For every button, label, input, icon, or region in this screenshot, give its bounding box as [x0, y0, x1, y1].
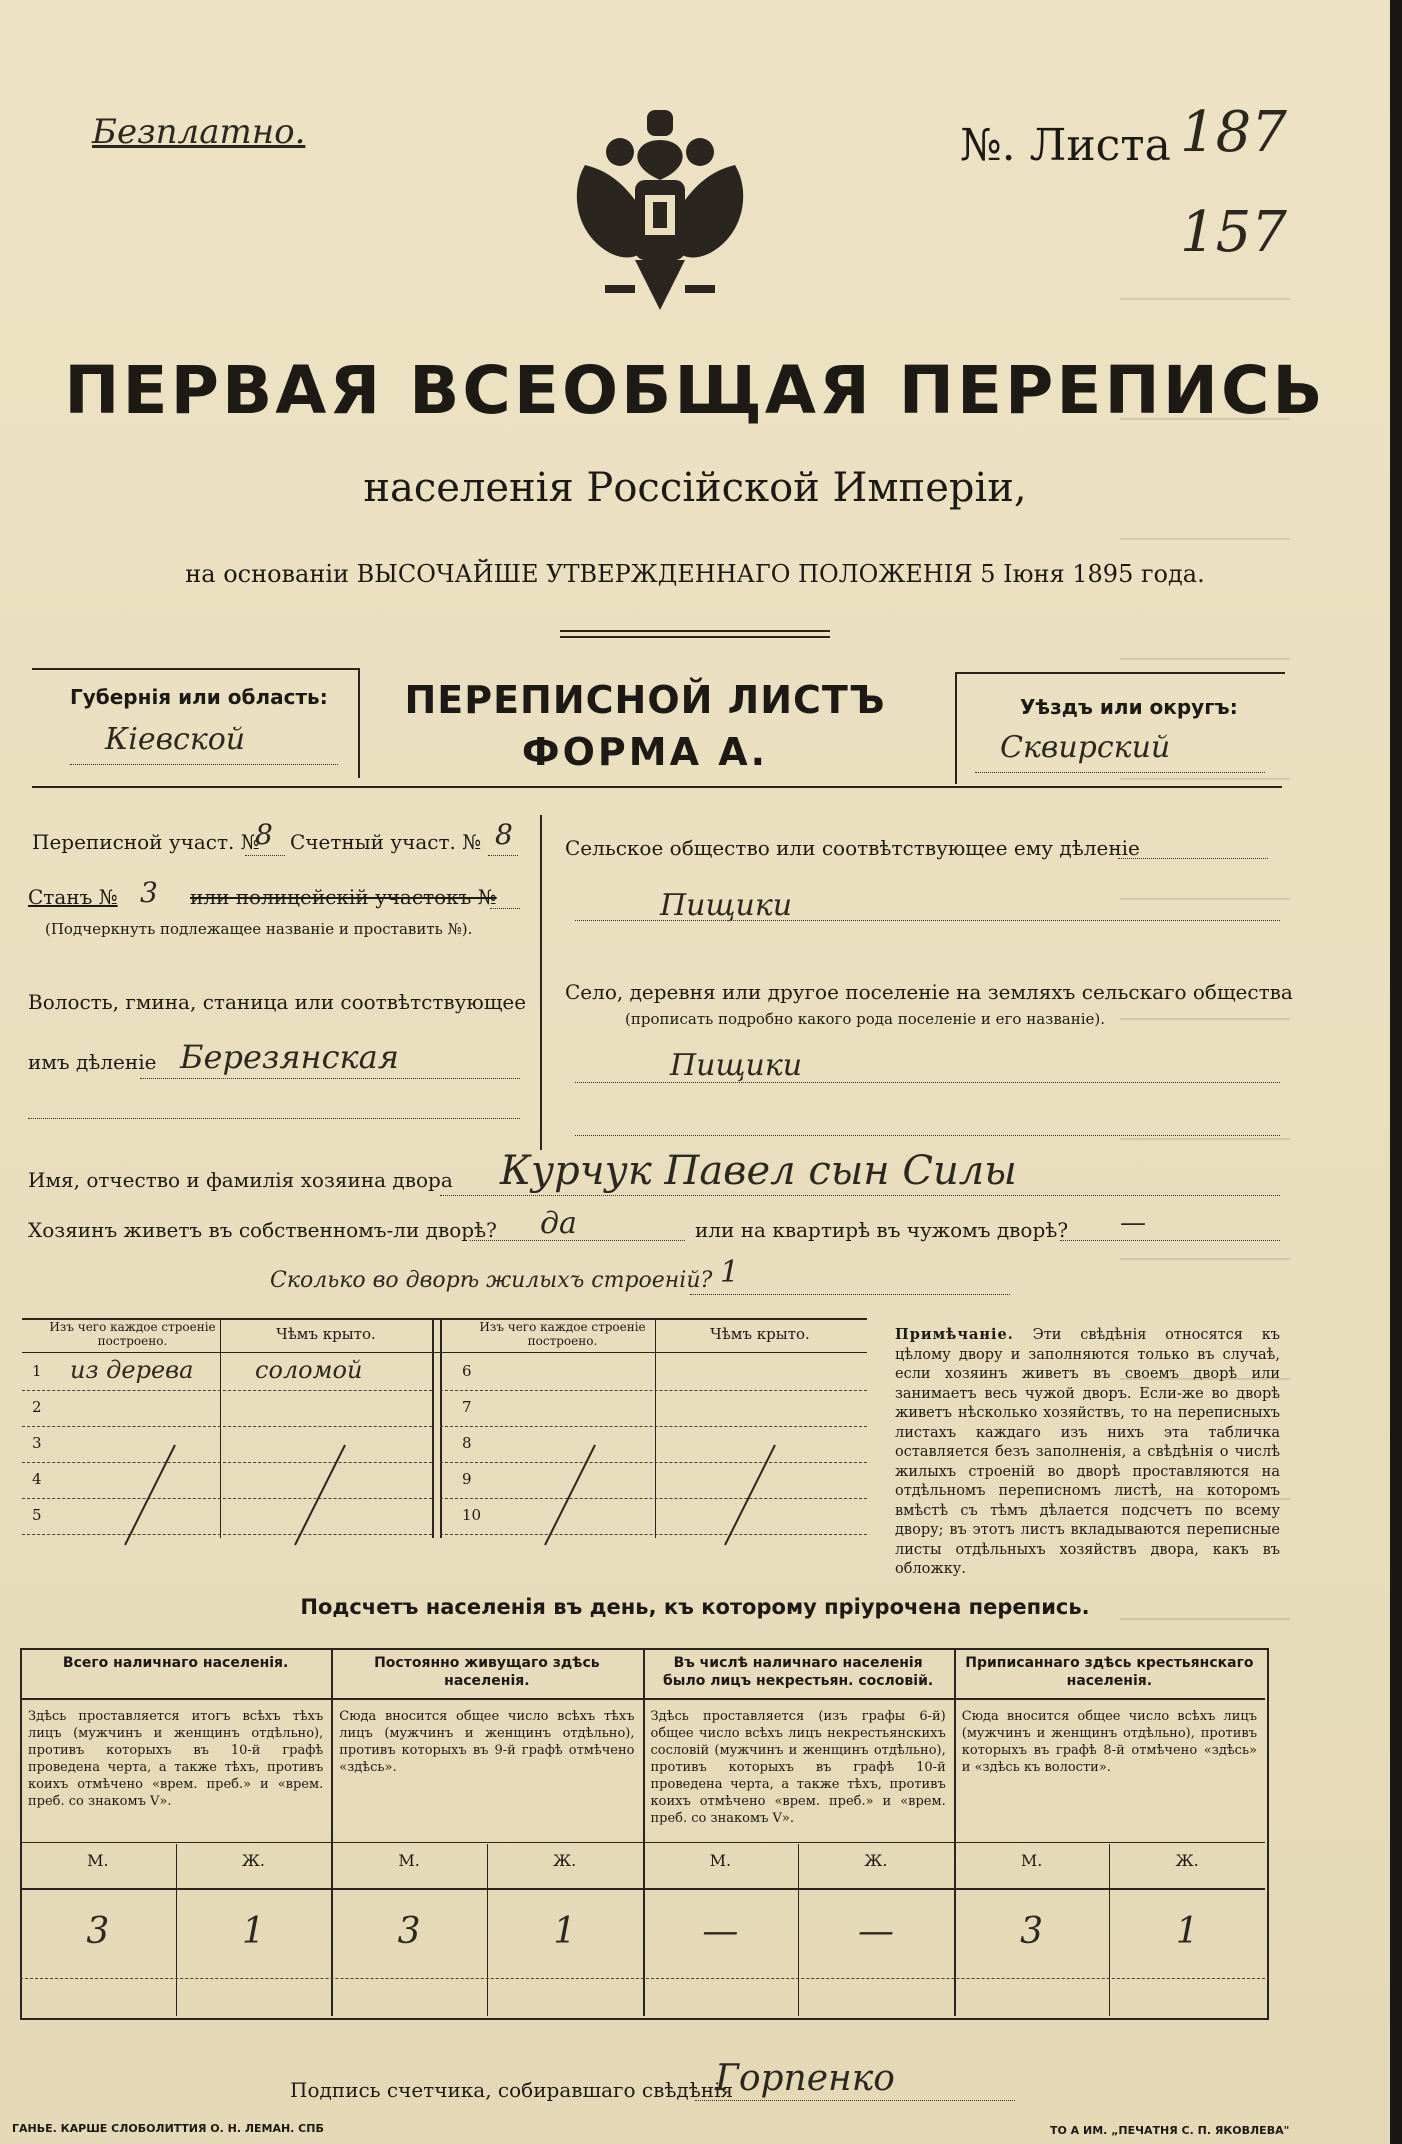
own-yard-line: [470, 1240, 685, 1241]
bt-col1: [220, 1318, 221, 1538]
owner-name-label: Имя, отчество и фамилія хозяина двора: [28, 1168, 453, 1192]
double-headed-eagle-icon: [565, 110, 755, 325]
pop-mf-divider: [1109, 1844, 1110, 2016]
building-row-line: [22, 1390, 432, 1391]
buildings-table-mid-2: [440, 1318, 442, 1538]
form-subtitle: ФОРМА А.: [521, 730, 769, 774]
apartment-value: —: [1120, 1208, 1146, 1238]
province-line: [70, 764, 338, 765]
pop-male-value: —: [702, 1911, 739, 1952]
society-value: Пищики: [660, 888, 793, 923]
village-label: Село, деревня или другое поселеніе на земляхъ сельскаго общества: [565, 980, 1293, 1004]
pop-col-title: Въ числѣ наличнаго населенія было лицъ некрестьян. сословій.: [663, 1655, 934, 1689]
building-row-line: [22, 1534, 432, 1535]
stan-label: Станъ №: [28, 885, 118, 909]
pop-col-title: Приписаннаго здѣсь крестьянскаго населенія.: [965, 1655, 1254, 1689]
pop-col-description: Здѣсь проставляется итогъ всѣхъ тѣхъ лицъ (мужчинъ и женщинъ отдѣльно), противъ которыхъ въ 10-й графѣ проведена черта, а также тѣхъ, противъ коихъ отмѣчено «врем. преб.» и «врем. преб. со знакомъ V».: [28, 1709, 324, 1809]
printer-imprint-right: ТО А ИМ. „ПЕЧАТНЯ С. П. ЯКОВЛЕВА": [1050, 2124, 1290, 2137]
form-title: ПЕРЕПИСНОЙ ЛИСТЪ: [404, 678, 886, 722]
empty-cell-slash: [720, 1440, 780, 1550]
bt-col-roof-2: Чѣмъ крыто.: [710, 1325, 810, 1343]
building-row-number: 7: [462, 1398, 472, 1416]
empty-cell-slash: [120, 1440, 180, 1550]
pop-female-label: Ж.: [241, 1851, 265, 1870]
pop-male-value: 3: [397, 1911, 421, 1952]
pop-female-label: Ж.: [864, 1851, 888, 1870]
society-line: [1118, 858, 1268, 859]
bt-col2: [655, 1318, 656, 1538]
pop-female-value: 1: [1175, 1911, 1199, 1952]
field-divider: [540, 815, 542, 1150]
building-row-line: [22, 1426, 432, 1427]
count-area-value: 8: [495, 818, 513, 851]
subtitle: населенія Россійской Имперіи,: [363, 465, 1027, 511]
census-area-line: [245, 855, 285, 856]
signature-label: Подпись счетчика, собиравшаго свѣдѣнія: [290, 2078, 734, 2102]
building-row-number: 8: [462, 1434, 472, 1452]
building-row-line: [440, 1426, 867, 1427]
building-material: из дерева: [70, 1356, 194, 1384]
pop-col-title: Постоянно живущаго здѣсь населенія.: [374, 1655, 600, 1689]
stan-value: 3: [140, 876, 158, 909]
census-area-value: 8: [255, 818, 273, 851]
building-row-line: [22, 1462, 432, 1463]
pop-row-line: [20, 1842, 1265, 1843]
district-line: [975, 772, 1265, 773]
pop-mf-divider: [176, 1844, 177, 2016]
village-note: (прописать подробно какого рода поселеніе и его названіе).: [625, 1010, 1105, 1028]
village-value: Пищики: [670, 1048, 803, 1083]
apartment-line: [1060, 1240, 1280, 1241]
note-block: [895, 1325, 1280, 1580]
main-title: ПЕРВАЯ ВСЕОБЩАЯ ПЕРЕПИСЬ: [64, 352, 1326, 429]
basis-line: на основаніи ВЫСОЧАЙШЕ УТВЕРЖДЕННАГО ПОЛОЖЕНІЯ 5 Іюня 1895 года.: [185, 560, 1205, 588]
pop-dashed-line: [20, 1978, 1265, 1979]
police-label: или полицейскій участокъ №: [190, 885, 497, 909]
building-row-number: 5: [32, 1506, 42, 1524]
pop-male-label: М.: [1020, 1851, 1043, 1870]
own-yard-value: да: [540, 1206, 577, 1241]
pop-female-value: 1: [553, 1911, 577, 1952]
building-row-number: 3: [32, 1434, 42, 1452]
province-value: Кіевской: [105, 722, 246, 757]
printer-imprint-left: ГАНЬЕ. КАРШЕ СЛОБОЛИТТИЯ О. Н. ЛЕМАН. СПБ: [12, 2122, 324, 2135]
district-label: Уѣздъ или округъ:: [1020, 695, 1238, 719]
owner-name-line: [440, 1195, 1280, 1196]
society-label: Сельское общество или соотвѣтствующее ему дѣленіе: [565, 836, 1140, 860]
building-row-number: 2: [32, 1398, 42, 1416]
pop-mf-divider: [487, 1844, 488, 2016]
building-row-line: [440, 1534, 867, 1535]
buildings-table-mid: [432, 1318, 434, 1538]
free-label: Безплатно.: [92, 112, 306, 152]
population-heading: Подсчетъ населенія въ день, къ которому пріурочена перепись.: [300, 1595, 1090, 1619]
division-line-2: [28, 1118, 520, 1119]
note-text: Эти свѣдѣнія относятся къ цѣлому двору и заполняются только въ случаѣ, если хозяинъ живетъ въ своемъ дворѣ или занимаетъ весь чужой дворъ. Если-же во дворѣ живетъ нѣсколько хозяйствъ, то на переписныхъ листахъ каждаго изъ нихъ эта табличка оставляется безъ заполненія, а свѣдѣнія о числѣ жилыхъ строеній во дворѣ проставляются на отдѣльномъ переписномъ листѣ, на которомъ вмѣстѣ съ тѣмъ дѣлается подсчетъ по всему двору; въ этотъ листъ вкладываются переписные листы отдѣльныхъ хозяйствъ двора, какъ въ обложку.: [895, 1327, 1281, 1577]
sheet-number-value: 187: [1180, 100, 1287, 165]
police-line: [490, 908, 520, 909]
underline-note: (Подчеркнуть подлежащее названіе и проставить №).: [45, 920, 473, 938]
pop-col-title: Всего наличнаго населенія.: [62, 1655, 289, 1671]
pop-female-label: Ж.: [1175, 1851, 1199, 1870]
sheet-number-label: №. Листа: [960, 120, 1171, 171]
signature-line: [695, 2100, 1015, 2101]
volost-value: Березянская: [180, 1038, 399, 1076]
buildings-line: [690, 1294, 1010, 1295]
division-label: имъ дѣленіе: [28, 1050, 157, 1074]
pop-male-label: М.: [709, 1851, 732, 1870]
owner-name-value: Курчук Павел сын Силы: [500, 1148, 1017, 1194]
census-area-label: Переписной участ. №: [32, 830, 260, 854]
apartment-label: или на квартирѣ въ чужомъ дворѣ?: [695, 1218, 1069, 1242]
sheet-number-alt: 157: [1180, 200, 1287, 265]
pop-male-value: 3: [1020, 1911, 1044, 1952]
signature-value: Горпенко: [715, 2058, 895, 2099]
count-area-label: Счетный участ. №: [290, 830, 482, 854]
ornament-divider: [560, 630, 830, 638]
building-row-number: 4: [32, 1470, 42, 1488]
pop-female-label: Ж.: [553, 1851, 577, 1870]
pop-male-label: М.: [398, 1851, 420, 1870]
pop-male-value: 3: [86, 1911, 110, 1952]
title-row-bottom: [32, 786, 1282, 788]
pop-row-line: [20, 1698, 1265, 1700]
own-yard-label: Хозяинъ живетъ въ собственномъ-ли дворѣ?: [28, 1218, 497, 1242]
buildings-value: 1: [720, 1255, 740, 1290]
province-label: Губернія или область:: [70, 685, 328, 709]
pop-row-line: [20, 1888, 1265, 1890]
building-roof: соломой: [255, 1356, 363, 1384]
building-row-line: [440, 1390, 867, 1391]
volost-label: Волость, гмина, станица или соотвѣтствующее: [28, 990, 527, 1014]
building-row-number: 9: [462, 1470, 472, 1488]
division-line: [140, 1078, 520, 1079]
building-row-number: 1: [32, 1362, 42, 1380]
pop-female-value: —: [857, 1911, 894, 1952]
bt-col-material-2: Изъ чего каждое строеніе построено.: [479, 1320, 646, 1348]
district-box: [955, 672, 1285, 784]
pop-col-description: Сюда вносится общее число всѣхъ тѣхъ лицъ (мужчинъ и женщинъ отдѣльно), противъ которыхъ въ 9-й графѣ отмѣчено «здѣсь».: [339, 1709, 635, 1775]
village-line-2: [575, 1135, 1280, 1136]
pop-col-description: Сюда вносится общее число всѣхъ лицъ (мужчинъ и женщинъ отдѣльно), противъ которыхъ въ графѣ 8-й отмѣчено «здѣсь» и «здѣсь къ волости».: [961, 1709, 1257, 1775]
pop-col-description: Здѣсь проставляется (изъ графы 6-й) общее число всѣхъ лицъ некрестьянскихъ сословій (мужчинъ и женщинъ отдѣльно), противъ которыхъ въ графѣ 10-й проведена черта, а также тѣхъ, противъ коихъ отмѣчено «врем. преб.» и «врем. преб. со знакомъ V».: [650, 1709, 946, 1826]
note-title: Примѣчаніе.: [895, 1326, 1014, 1343]
bt-header-line: [22, 1352, 867, 1353]
empty-cell-slash: [540, 1440, 600, 1550]
pop-mf-divider: [798, 1844, 799, 2016]
buildings-label: Сколько во дворѣ жилыхъ строеній?: [270, 1268, 713, 1293]
building-row-line: [440, 1498, 867, 1499]
empty-cell-slash: [290, 1440, 350, 1550]
pop-male-label: М.: [87, 1851, 109, 1870]
building-row-line: [440, 1462, 867, 1463]
building-row-number: 6: [462, 1362, 472, 1380]
count-area-line: [488, 855, 518, 856]
bt-col-roof: Чѣмъ крыто.: [276, 1325, 376, 1343]
district-value: Сквирский: [1000, 730, 1171, 765]
building-row-line: [22, 1498, 432, 1499]
pop-female-value: 1: [241, 1911, 265, 1952]
society-line-2: [575, 920, 1280, 921]
bt-col-material: Изъ чего каждое строеніе построено.: [49, 1320, 216, 1348]
village-line: [575, 1082, 1280, 1083]
building-row-number: 10: [462, 1506, 482, 1524]
